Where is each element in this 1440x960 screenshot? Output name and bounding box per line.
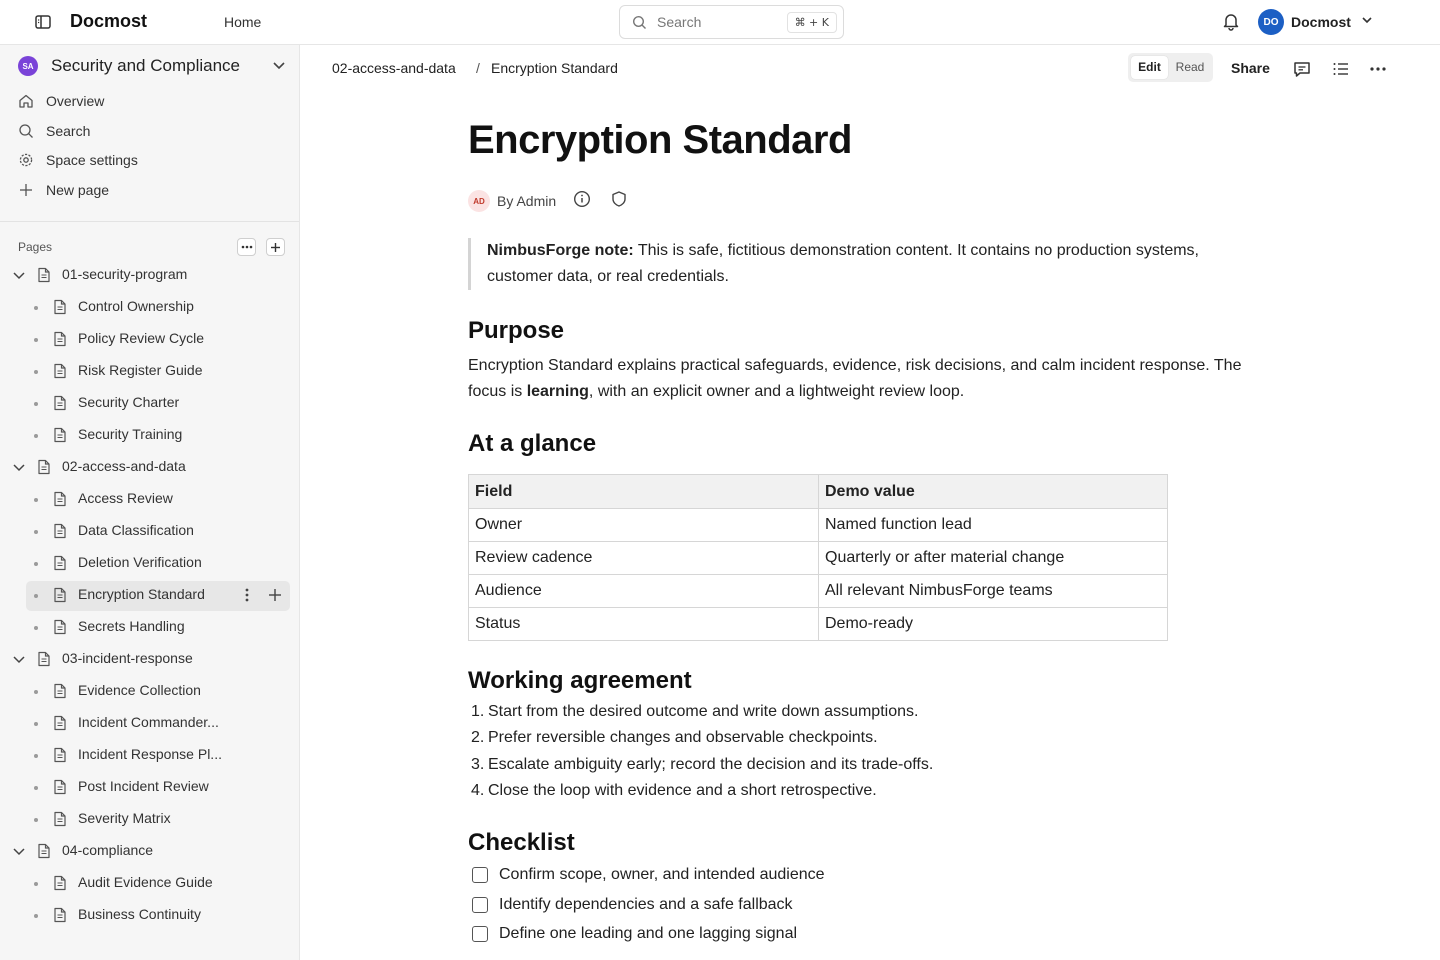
tree-item-label: Incident Response Pl... bbox=[78, 746, 222, 762]
tree-item-label: 04-compliance bbox=[62, 842, 154, 858]
sidebar-item-label: New page bbox=[46, 182, 110, 198]
page-icon bbox=[53, 555, 67, 576]
checkbox[interactable] bbox=[472, 926, 488, 942]
sidebar-item-space-settings[interactable] bbox=[18, 147, 288, 173]
bullet-dot bbox=[34, 530, 38, 534]
page-icon bbox=[53, 683, 67, 704]
space-name: Security and Compliance bbox=[51, 56, 240, 75]
bullet-dot bbox=[34, 818, 38, 822]
page-icon bbox=[53, 747, 67, 768]
read-mode-button[interactable]: Read bbox=[1175, 60, 1205, 74]
table-cell: Owner bbox=[469, 509, 819, 542]
table-header-cell: Demo value bbox=[819, 475, 1168, 509]
tree-item-label: Incident Commander... bbox=[78, 714, 219, 730]
purpose-paragraph bbox=[468, 353, 1268, 405]
share-button[interactable]: Share bbox=[1231, 60, 1270, 76]
table-cell: All relevant NimbusForge teams bbox=[819, 575, 1168, 608]
bullet-dot bbox=[34, 402, 38, 406]
info-icon[interactable] bbox=[573, 190, 591, 213]
mode-toggle bbox=[1128, 53, 1213, 82]
page-icon bbox=[53, 427, 67, 448]
page-icon bbox=[53, 395, 67, 416]
checklist-label: Identify dependencies and a safe fallback bbox=[499, 896, 793, 913]
search-shortcut: ⌘ + K bbox=[787, 12, 837, 33]
checklist-item bbox=[472, 894, 793, 916]
user-menu[interactable] bbox=[1258, 9, 1373, 35]
table-row bbox=[469, 542, 1168, 575]
list-item: 1. Start from the desired outcome and write down assumptions. bbox=[468, 699, 933, 725]
checklist-item bbox=[472, 864, 825, 886]
page-icon bbox=[53, 715, 67, 736]
shield-icon[interactable] bbox=[610, 190, 628, 213]
tree-item-label: Secrets Handling bbox=[78, 618, 185, 634]
list-item: 2. Prefer reversible changes and observable checkpoints. bbox=[468, 725, 933, 751]
tree-item-label: Control Ownership bbox=[78, 298, 194, 314]
tree-folder-item[interactable] bbox=[0, 643, 300, 675]
checklist-label: Define one leading and one lagging signal bbox=[499, 925, 798, 942]
page-icon bbox=[53, 587, 67, 608]
avatar: DO bbox=[1258, 9, 1284, 35]
pages-label: Pages bbox=[18, 240, 53, 254]
gear-icon bbox=[18, 152, 34, 168]
callout-text: This is safe, fictitious demonstration content. It contains no production systems, customer data, or real credentials. bbox=[487, 242, 1199, 285]
app-logo[interactable]: Docmost bbox=[70, 11, 148, 31]
breadcrumb-separator: / bbox=[476, 60, 480, 76]
tree-item-label: Encryption Standard bbox=[78, 586, 205, 602]
table-header-row bbox=[469, 475, 1168, 509]
bullet-dot bbox=[34, 786, 38, 790]
more-vertical-icon[interactable] bbox=[240, 587, 254, 608]
home-icon bbox=[18, 93, 34, 109]
sidebar-item-overview[interactable] bbox=[18, 88, 288, 114]
user-name: Docmost bbox=[1291, 14, 1351, 30]
bullet-dot bbox=[34, 338, 38, 342]
author-name: By Admin bbox=[497, 193, 557, 209]
sidebar-item-search[interactable] bbox=[18, 118, 288, 144]
page-icon bbox=[37, 267, 51, 288]
tree-page-item[interactable] bbox=[0, 547, 300, 579]
list-item-text: Start from the desired outcome and write down assumptions. bbox=[488, 703, 919, 720]
purpose-text: Encryption Standard explains practical safeguards, evidence, risk decisions, and calm incident response. The focus is bbox=[468, 357, 1242, 400]
sidebar-item-label: Space settings bbox=[46, 152, 138, 168]
pages-section-header bbox=[18, 237, 286, 257]
tree-page-item[interactable] bbox=[0, 291, 300, 323]
chevron-down-icon[interactable] bbox=[12, 268, 26, 287]
page-icon bbox=[53, 779, 67, 800]
tree-item-label: Policy Review Cycle bbox=[78, 330, 205, 346]
tree-page-item[interactable] bbox=[0, 387, 300, 419]
table-row bbox=[469, 509, 1168, 542]
bullet-dot bbox=[34, 370, 38, 374]
space-avatar: SA bbox=[18, 56, 38, 76]
page-icon bbox=[53, 299, 67, 320]
more-horizontal-icon[interactable] bbox=[1368, 59, 1388, 84]
list-item-text: Escalate ambiguity early; record the decision and its trade-offs. bbox=[488, 755, 934, 773]
list-item-text: Prefer reversible changes and observable checkpoints. bbox=[488, 729, 878, 747]
section-heading-working-agreement: Working agreement bbox=[468, 667, 692, 694]
list-item: 3. Escalate ambiguity early; record the decision and its trade-offs. bbox=[468, 752, 933, 778]
bullet-dot bbox=[34, 498, 38, 502]
tree-page-item[interactable] bbox=[0, 515, 300, 547]
bullet-dot bbox=[34, 914, 38, 918]
bullet-dot bbox=[34, 626, 38, 630]
breadcrumb-current[interactable]: Encryption Standard bbox=[491, 60, 618, 76]
tree-item-label: Security Charter bbox=[78, 394, 180, 410]
checklist-item bbox=[472, 923, 797, 945]
page-icon bbox=[53, 907, 67, 928]
chevron-down-icon[interactable] bbox=[12, 844, 26, 863]
tree-item-label: 03-incident-response bbox=[62, 650, 193, 666]
table-cell: Quarterly or after material change bbox=[819, 542, 1168, 575]
tree-item-label: Risk Register Guide bbox=[78, 362, 203, 378]
search-button[interactable] bbox=[619, 5, 844, 39]
bullet-dot bbox=[34, 754, 38, 758]
tree-page-item[interactable] bbox=[0, 579, 300, 611]
page-icon bbox=[53, 811, 67, 832]
bullet-dot bbox=[34, 882, 38, 886]
tree-page-item[interactable] bbox=[0, 355, 300, 387]
table-header-cell: Field bbox=[469, 475, 819, 509]
search-icon bbox=[632, 15, 647, 35]
section-heading-checklist: Checklist bbox=[468, 829, 575, 856]
tree-page-item[interactable] bbox=[0, 675, 300, 707]
table-cell: Named function lead bbox=[819, 509, 1168, 542]
tree-item-label: Deletion Verification bbox=[78, 554, 202, 570]
glance-table bbox=[468, 474, 1168, 641]
tree-page-item[interactable] bbox=[0, 483, 300, 515]
home-link[interactable]: Home bbox=[224, 14, 262, 30]
author-avatar: AD bbox=[468, 190, 490, 212]
callout-bold: NimbusForge note: bbox=[487, 242, 634, 259]
table-cell: Review cadence bbox=[469, 542, 819, 575]
chevron-down-icon[interactable] bbox=[12, 460, 26, 479]
table-row bbox=[469, 575, 1168, 608]
tree-item-label: Business Continuity bbox=[78, 906, 201, 922]
sidebar bbox=[0, 45, 300, 960]
table-cell: Audience bbox=[469, 575, 819, 608]
sidebar-item-label: Search bbox=[46, 123, 91, 139]
page-icon bbox=[37, 843, 51, 864]
bell-icon[interactable] bbox=[1221, 11, 1241, 36]
tree-item-label: Security Training bbox=[78, 426, 183, 442]
sidebar-divider bbox=[0, 221, 300, 222]
bullet-dot bbox=[34, 690, 38, 694]
space-switcher[interactable] bbox=[18, 55, 290, 77]
table-of-contents-icon[interactable] bbox=[1331, 59, 1351, 84]
page-icon bbox=[53, 331, 67, 352]
page-icon bbox=[53, 491, 67, 512]
section-heading-purpose: Purpose bbox=[468, 317, 565, 344]
tree-page-item[interactable] bbox=[0, 707, 300, 739]
bullet-dot bbox=[34, 594, 38, 598]
tree-item-label: Evidence Collection bbox=[78, 682, 201, 698]
checkbox[interactable] bbox=[472, 897, 488, 913]
tree-item-label: 02-access-and-data bbox=[62, 458, 186, 474]
tree-page-item[interactable] bbox=[0, 739, 300, 771]
tree-page-item[interactable] bbox=[0, 771, 300, 803]
sidebar-item-label: Overview bbox=[46, 93, 105, 109]
callout-note bbox=[468, 238, 1258, 290]
edit-mode-button[interactable]: Edit bbox=[1131, 56, 1168, 79]
checkbox[interactable] bbox=[472, 867, 488, 883]
tree-item-label: Access Review bbox=[78, 490, 173, 506]
section-heading-at-a-glance: At a glance bbox=[468, 430, 597, 457]
tree-page-item[interactable] bbox=[0, 419, 300, 451]
tree-item-label: Post Incident Review bbox=[78, 778, 209, 794]
purpose-text: , with an explicit owner and a lightweight review loop. bbox=[588, 383, 965, 400]
list-item: 4. Close the loop with evidence and a short retrospective. bbox=[468, 778, 933, 804]
bullet-dot bbox=[34, 306, 38, 310]
breadcrumb-parent[interactable]: 02-access-and-data bbox=[332, 60, 456, 76]
table-row bbox=[469, 608, 1168, 641]
search-icon bbox=[18, 123, 34, 139]
agreement-list bbox=[468, 699, 933, 804]
page-icon bbox=[53, 363, 67, 384]
comments-icon[interactable] bbox=[1292, 59, 1312, 84]
add-page-button[interactable] bbox=[266, 238, 285, 256]
search-label: Search bbox=[657, 14, 702, 30]
page-icon bbox=[37, 651, 51, 672]
byline bbox=[468, 190, 628, 212]
chevron-down-icon bbox=[272, 58, 286, 77]
chevron-down-icon[interactable] bbox=[12, 652, 26, 671]
chevron-down-icon bbox=[1361, 13, 1373, 31]
tree-page-item[interactable] bbox=[0, 803, 300, 835]
tree-folder-item[interactable] bbox=[0, 451, 300, 483]
list-item-text: Close the loop with evidence and a short retrospective. bbox=[488, 781, 877, 799]
tree-item-label: Severity Matrix bbox=[78, 810, 171, 826]
plus-icon[interactable] bbox=[267, 587, 283, 608]
tree-page-item[interactable] bbox=[0, 899, 300, 931]
page-icon bbox=[53, 523, 67, 544]
bullet-dot bbox=[34, 434, 38, 438]
top-bar bbox=[0, 0, 1440, 45]
sidebar-item-new-page[interactable] bbox=[18, 177, 288, 203]
table-cell: Demo-ready bbox=[819, 608, 1168, 641]
purpose-bold: learning bbox=[526, 383, 589, 400]
tree-item-label: Data Classification bbox=[78, 522, 194, 538]
plus-icon bbox=[270, 242, 281, 253]
tree-page-item[interactable] bbox=[0, 867, 300, 899]
bullet-dot bbox=[34, 562, 38, 566]
sidebar-toggle-icon[interactable] bbox=[33, 12, 53, 32]
page-icon bbox=[53, 619, 67, 640]
page-icon bbox=[37, 459, 51, 480]
tree-folder-item[interactable] bbox=[0, 835, 300, 867]
more-horizontal-icon bbox=[241, 245, 253, 249]
tree-page-item[interactable] bbox=[0, 611, 300, 643]
bullet-dot bbox=[34, 722, 38, 726]
plus-icon bbox=[18, 182, 34, 198]
tree-item-label: Audit Evidence Guide bbox=[78, 874, 213, 890]
table-cell: Status bbox=[469, 608, 819, 641]
page-title[interactable]: Encryption Standard bbox=[468, 118, 852, 162]
tree-folder-item[interactable] bbox=[0, 259, 300, 291]
checklist-label: Confirm scope, owner, and intended audience bbox=[499, 866, 825, 883]
tree-item-label: 01-security-program bbox=[62, 266, 188, 282]
tree-page-item[interactable] bbox=[0, 323, 300, 355]
pages-more-button[interactable] bbox=[237, 238, 256, 256]
page-icon bbox=[53, 875, 67, 896]
